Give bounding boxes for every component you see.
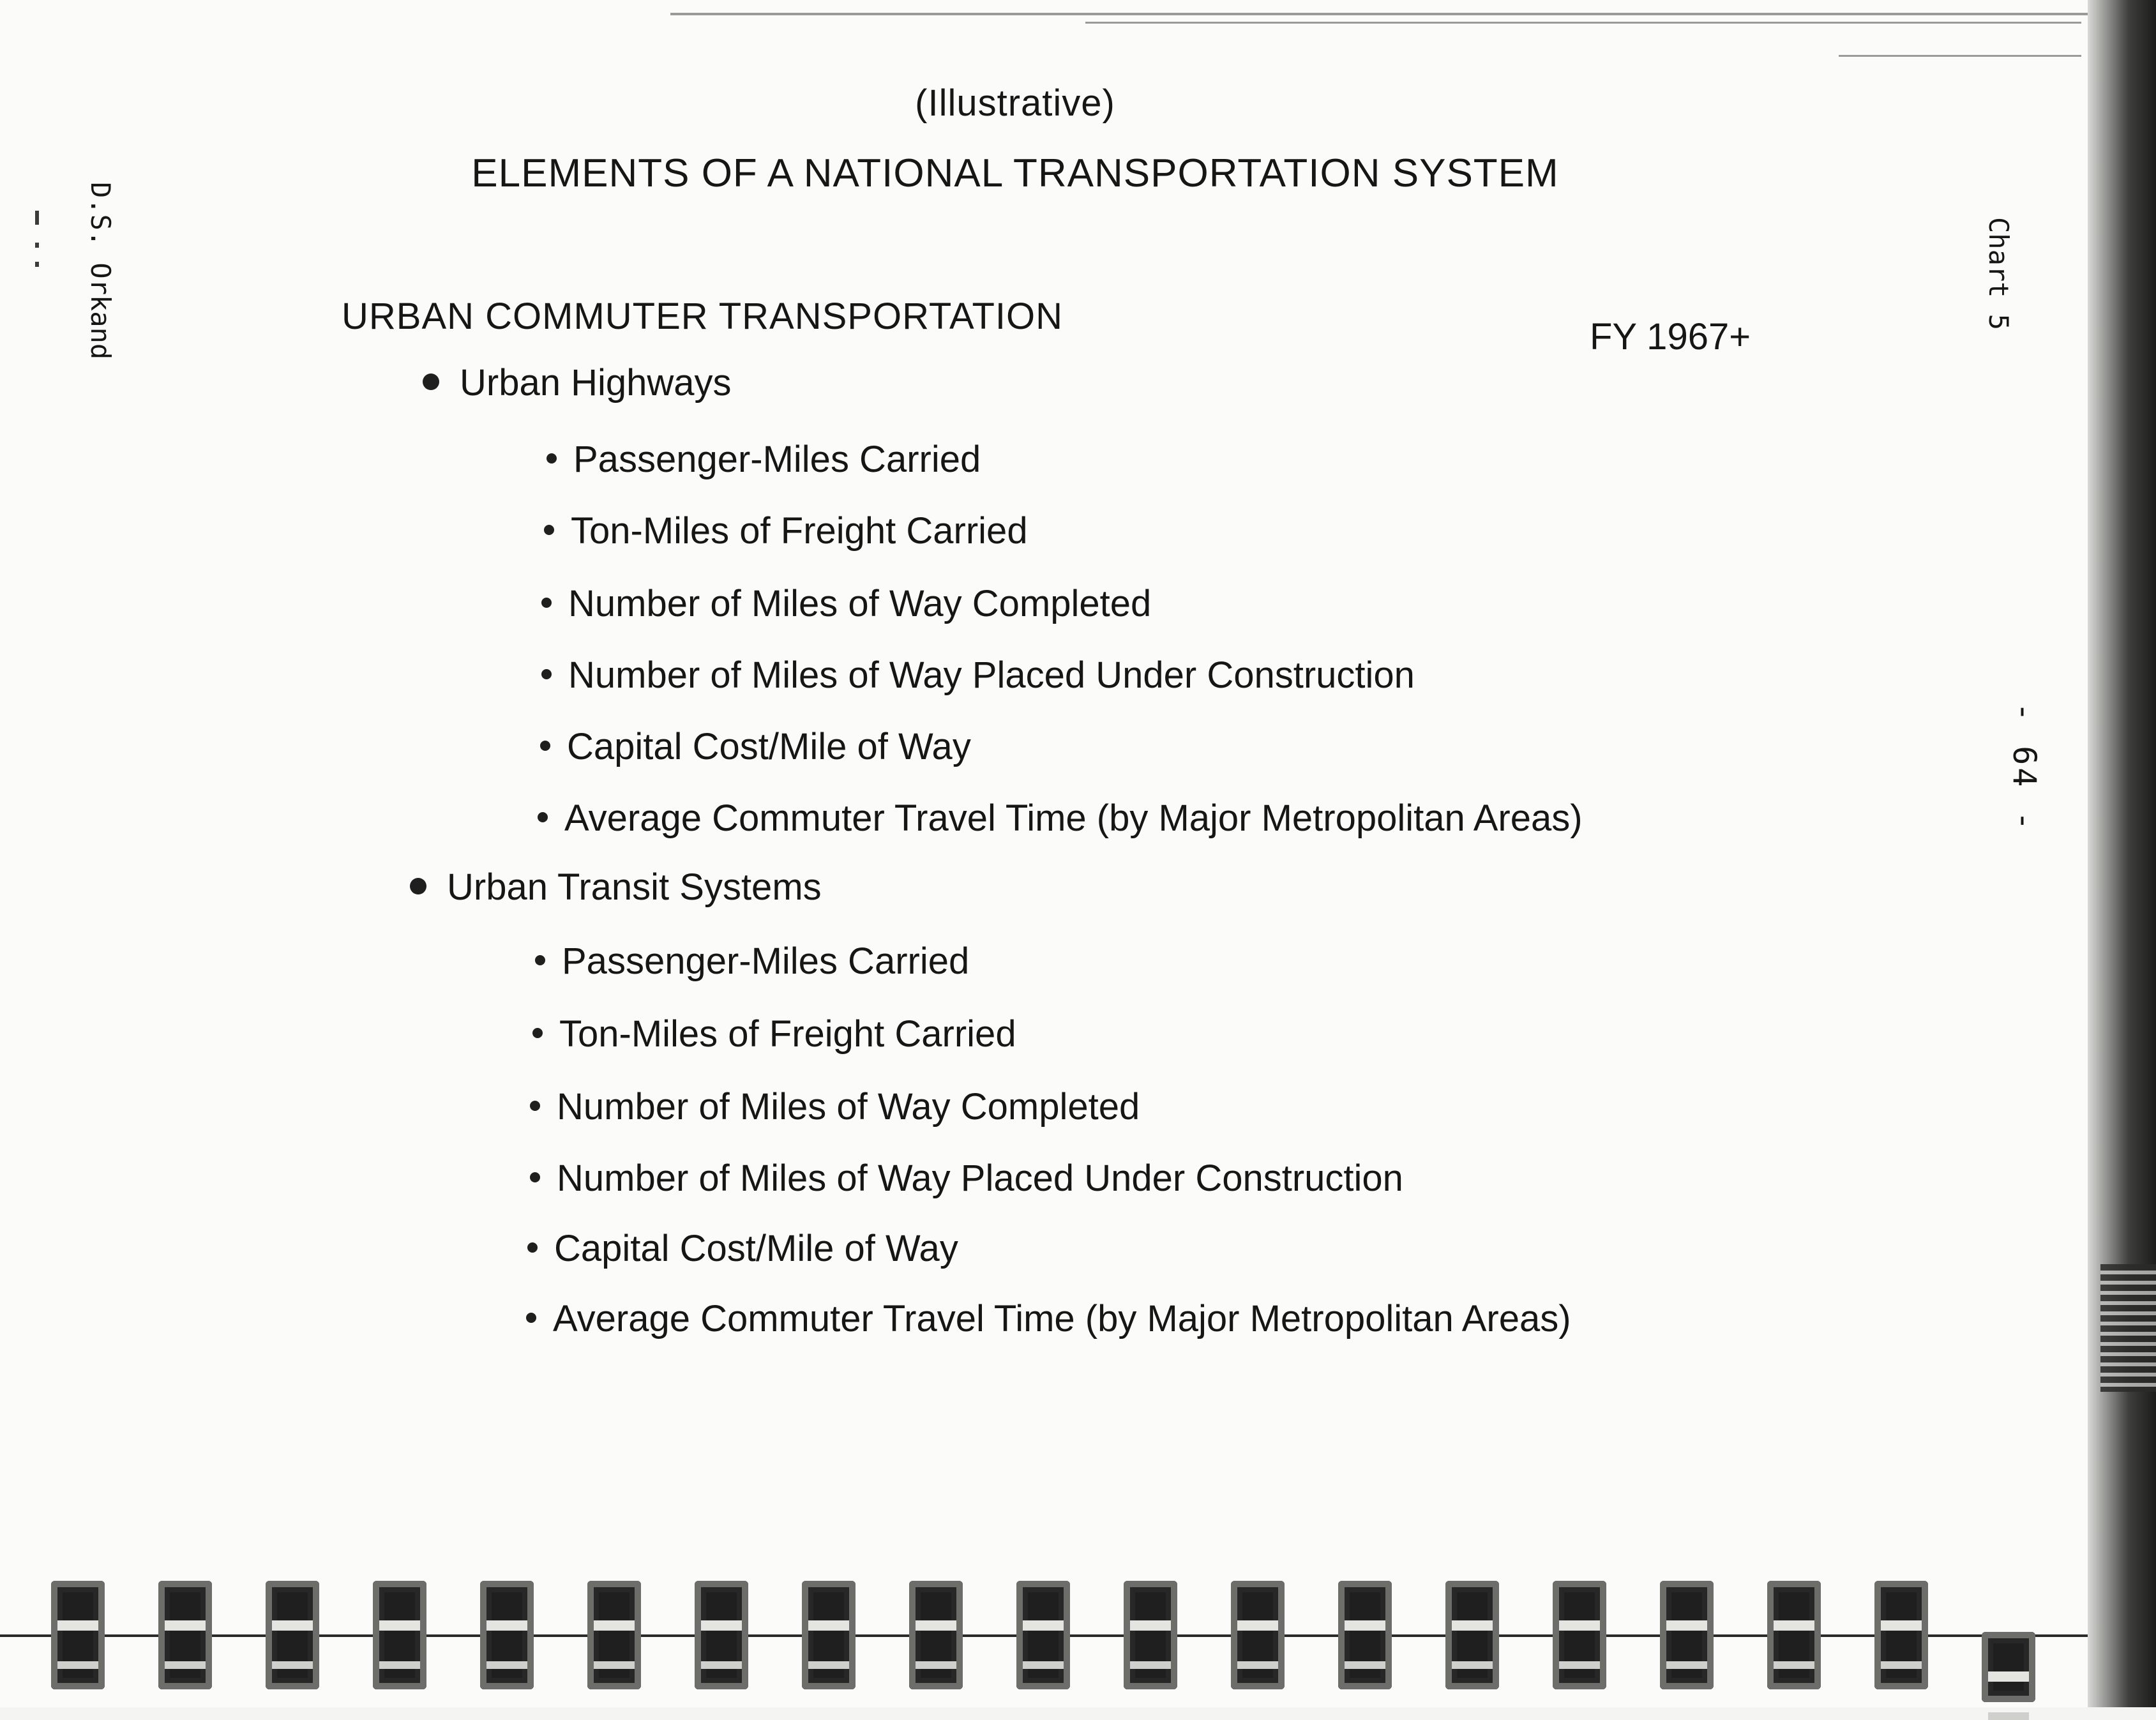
section-heading: URBAN COMMUTER TRANSPORTATION [342,296,1063,337]
list-item-text: Passenger-Miles Carried [562,940,970,982]
spiral-binding [0,1571,2088,1707]
bullet-icon [423,373,439,390]
binding-ring [1660,1581,1714,1689]
list-item-text: Number of Miles of Way Placed Under Construction [568,654,1415,696]
illustrative-label: (Illustrative) [915,82,1115,124]
list-item-text: Number of Miles of Way Placed Under Construction [557,1158,1403,1199]
list-item-text: Capital Cost/Mile of Way [554,1228,958,1269]
binding-ring [1874,1581,1928,1689]
list-item [530,1157,1403,1200]
binding-ring [266,1581,319,1689]
page-edge-line [1085,22,2081,24]
list-item [547,438,981,481]
list-item-text: Number of Miles of Way Completed [568,583,1152,624]
binding-ring [1016,1581,1070,1689]
group-title-text: Urban Highways [460,362,732,404]
list-item [526,1297,1571,1340]
binding-ring [909,1581,963,1689]
bullet-icon [532,1028,543,1038]
list-item [541,582,1151,625]
author-name: D.S. Orkand [85,182,116,360]
binding-ring [1553,1581,1606,1689]
bullet-icon [541,669,552,679]
bullet-icon [547,453,557,464]
page-edge-line [1839,55,2081,57]
list-item [544,509,1028,552]
bullet-icon [541,598,552,608]
page-stack-band [2100,1264,2156,1392]
bullet-icon [538,812,548,822]
binding-ring [51,1581,105,1689]
binding-ring [480,1581,534,1689]
list-item-text: Average Commuter Travel Time (by Major Metropolitan Areas) [553,1298,1571,1339]
page-title: ELEMENTS OF A NATIONAL TRANSPORTATION SYSTEM [471,151,1559,195]
list-item [535,940,969,983]
binding-ring [1124,1581,1177,1689]
bullet-icon [530,1172,540,1182]
bullet-icon [410,878,426,894]
binding-ring [1445,1581,1499,1689]
binding-ring [1767,1581,1821,1689]
page-stack-edge [2088,0,2156,1707]
list-item [527,1227,958,1270]
binding-ring [373,1581,426,1689]
list-item [541,654,1415,697]
list-item [540,725,971,768]
bullet-icon [530,1101,540,1111]
binding-ring [158,1581,212,1689]
bullet-icon [535,955,545,965]
binding-ring [695,1581,748,1689]
binding-ring [587,1581,641,1689]
group-title-urban-highways [423,361,732,404]
list-item [530,1085,1140,1128]
page-number: - 64 - [2006,702,2043,833]
chart-label: Chart 5 [1983,217,2014,331]
bullet-icon [527,1242,538,1253]
fiscal-year: FY 1967+ [1590,316,1751,358]
bullet-icon [544,525,554,535]
list-item [532,1013,1016,1055]
binding-ring [1338,1581,1392,1689]
group-title-text: Urban Transit Systems [447,866,822,908]
group-title-urban-transit-systems [410,866,822,909]
list-item-text: Capital Cost/Mile of Way [567,726,971,767]
list-item [538,797,1583,840]
page-edge-line [670,13,2094,15]
margin-marks [19,211,54,281]
list-item-text: Number of Miles of Way Completed [557,1086,1140,1128]
list-item-text: Ton-Miles of Freight Carried [571,510,1028,552]
bullet-icon [540,741,550,751]
list-item-text: Average Commuter Travel Time (by Major Metropolitan Areas) [564,797,1583,839]
list-item-text: Ton-Miles of Freight Carried [559,1013,1016,1055]
binding-ring [1231,1581,1285,1689]
list-item-text: Passenger-Miles Carried [573,439,981,480]
bullet-icon [526,1313,536,1323]
binding-ring [1982,1632,2035,1702]
binding-ring [802,1581,856,1689]
